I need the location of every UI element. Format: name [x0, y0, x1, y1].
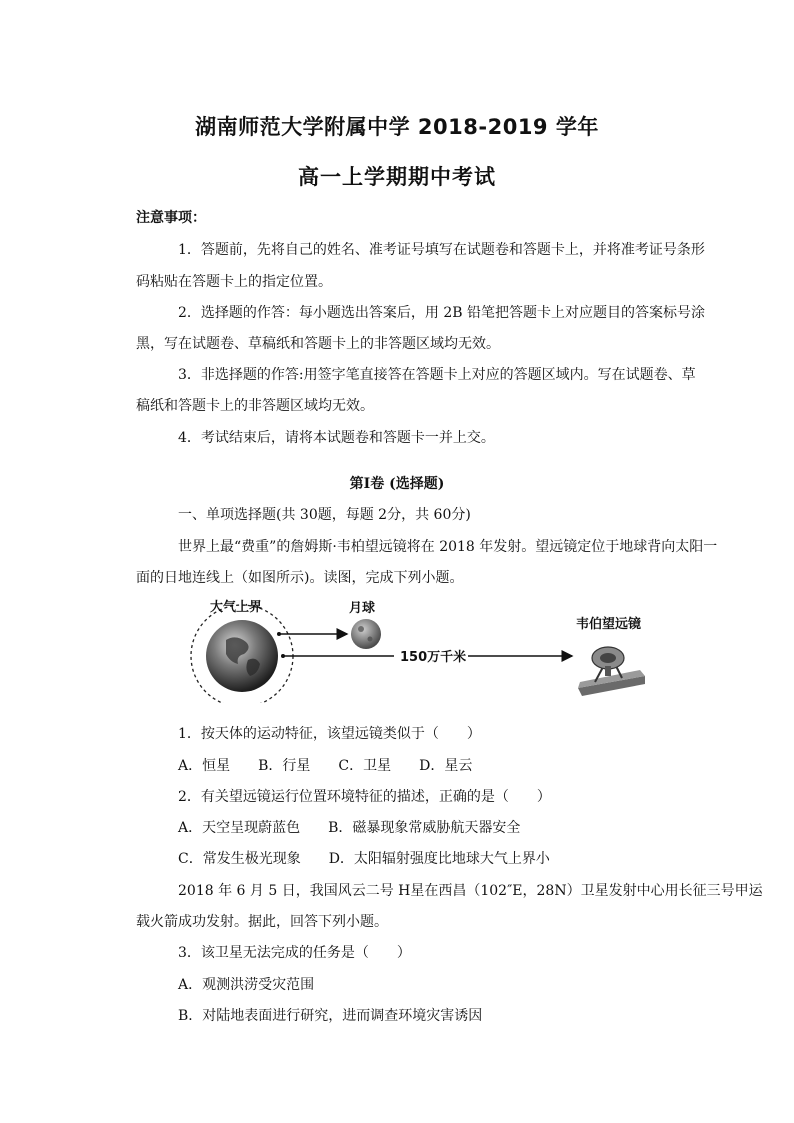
passage1-line-2: 面的日地连线上（如图所示)。读图，完成下列小题。	[136, 570, 464, 586]
exam-title-line2: 高一上学期期中考试	[298, 165, 496, 189]
notice-item-2-line-1: 2．选择题的作答：每小题选出答案后，用 2B 铅笔把答题卡上对应题目的答案标号涂	[178, 305, 706, 321]
notice-item-1-line-1: 1．答题前，先将自己的姓名、准考证号填写在试题卷和答题卡上，并将准考证号条形	[178, 242, 705, 258]
earth-icon	[206, 620, 278, 692]
passage1-line-1: 世界上最“费重”的詹姆斯·韦柏望远镜将在 2018 年发射。望远镜定位于地球背向太阳一	[178, 539, 718, 555]
exam-title-line1: 湖南师范大学附属中学 2018-2019 学年	[195, 115, 599, 139]
question-2-options-ab: A．天空呈现蔚蓝色 B．磁暴现象常威胁航天器安全	[178, 820, 521, 836]
notice-item-1-line-2: 码粘贴在答题卡上的指定位置。	[136, 274, 332, 290]
distance-label: 150万千米	[400, 650, 467, 665]
question-3-option-a: A．观测洪涝受灾范围	[178, 977, 315, 993]
question-3-option-b: B．对陆地表面进行研究，进而调查环境灾害诱因	[178, 1008, 483, 1024]
notice-item-2-line-2: 黑，写在试题卷、草稿纸和答题卡上的非答题区域均无效。	[136, 336, 500, 352]
sun-earth-telescope-figure	[190, 598, 650, 703]
moon-icon	[351, 619, 381, 649]
telescope-label: 韦伯望远镜	[576, 617, 642, 632]
notice-heading: 注意事项：	[136, 210, 206, 226]
telescope-icon	[578, 647, 645, 696]
atmosphere-label: 大气上界	[210, 600, 263, 615]
question-2: 2．有关望远镜运行位置环境特征的描述，正确的是（ ）	[178, 789, 551, 805]
passage2-line-1: 2018 年 6 月 5 日，我国风云二号 H星在西昌（102″E，28N）卫星发射中心用长征三号甲运	[178, 883, 763, 899]
question-3: 3．该卫星无法完成的任务是（ ）	[178, 945, 411, 961]
notice-item-4: 4．考试结束后，请将本试题卷和答题卡一并上交。	[178, 430, 495, 446]
passage2-line-2: 载火箭成功发射。据此，回答下列小题。	[136, 914, 388, 930]
moon-label: 月球	[349, 601, 376, 616]
section-title: 第Ⅰ卷 (选择题)	[349, 476, 445, 492]
notice-item-3-line-1: 3．非选择题的作答:用签字笔直接答在答题卡上对应的答题区域内。写在试题卷、草	[178, 367, 696, 383]
section-subtitle: 一、单项选择题(共 30题，每题 2分，共 60分)	[178, 507, 471, 523]
question-1: 1．按天体的运动特征，该望远镜类似于（ ）	[178, 726, 481, 742]
question-2-options-cd: C．常发生极光现象 D．太阳辐射强度比地球大气上界小	[178, 851, 550, 867]
notice-item-3-line-2: 稿纸和答题卡上的非答题区域均无效。	[136, 398, 374, 414]
question-1-options: A．恒星 B．行星 C．卫星 D．星云	[178, 758, 473, 774]
